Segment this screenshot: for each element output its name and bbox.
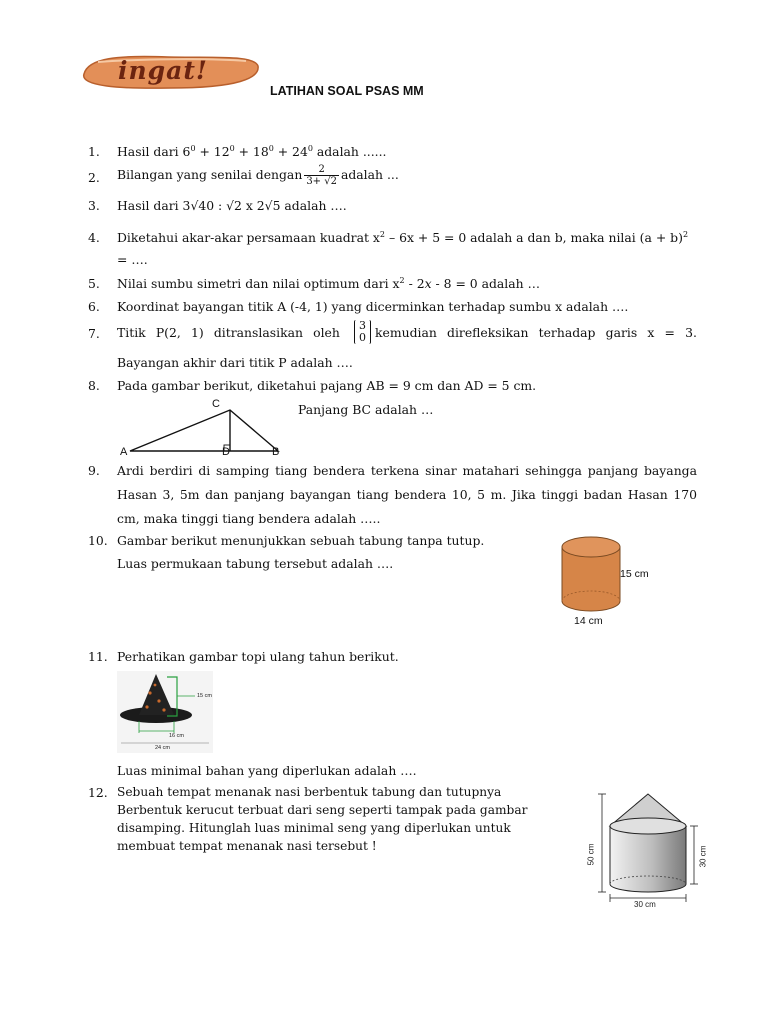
q7-text: Titik P(2, 1) ditranslasikan oleh 3 0 kemudian direfleksikan terhadap garis x = 3. bbox=[117, 319, 697, 344]
q12-text-line3: disamping. Hitunglah luas minimal seng yang diperlukan untuk bbox=[117, 821, 511, 835]
q10-text: Gambar berikut menunjukkan sebuah tabung tanpa tutup. bbox=[117, 533, 485, 548]
label-a: A bbox=[120, 446, 128, 458]
q10-number: 10. bbox=[88, 533, 108, 548]
logo-text: ingat! bbox=[118, 56, 208, 85]
rice-cooker-figure bbox=[588, 790, 718, 916]
q7-translation-vector: 3 0 bbox=[354, 320, 371, 344]
q7-number: 7. bbox=[88, 326, 100, 341]
hat-height-label: 15 cm bbox=[197, 693, 212, 699]
q9-text-line1: Ardi berdiri di samping tiang bendera terkena sinar matahari sehingga panjang bayanga bbox=[117, 463, 697, 478]
q9-text-line2: Hasan 3, 5m dan panjang bayangan tiang bendera 10, 5 m. Jika tinggi badan Hasan 170 bbox=[117, 487, 697, 502]
q4-text-line2: = …. bbox=[117, 252, 148, 267]
q8-number: 8. bbox=[88, 378, 100, 393]
open-cylinder-figure bbox=[556, 533, 666, 633]
q12-text-line4: membuat tempat menanak nasi tersebut ! bbox=[117, 839, 377, 853]
q11-number: 11. bbox=[88, 649, 108, 664]
diameter-label-12: 30 cm bbox=[634, 900, 656, 909]
q8-question: Panjang BC adalah … bbox=[298, 402, 434, 417]
q10-text-line2: Luas permukaan tabung tersebut adalah …. bbox=[117, 556, 394, 571]
q11-text: Perhatikan gambar topi ulang tahun berikut. bbox=[117, 649, 399, 664]
total-height-label: 50 cm bbox=[586, 843, 596, 866]
q4-number: 4. bbox=[88, 230, 100, 245]
cylinder-height-label-12: 30 cm bbox=[698, 845, 708, 868]
q8-text: Pada gambar berikut, diketahui pajang AB = 9 cm dan AD = 5 cm. bbox=[117, 378, 537, 393]
q3-text: Hasil dari 3√40 : √2 x 2√5 adalah …. bbox=[117, 198, 347, 213]
label-b: B bbox=[272, 446, 280, 458]
q1-text: Hasil dari $6^0 + 12^0 + 18^0 + 24^0$ adalah ...... bbox=[117, 144, 387, 160]
page-title: LATIHAN SOAL PSAS MM bbox=[270, 84, 424, 98]
q5-number: 5. bbox=[88, 276, 100, 291]
ingat-logo bbox=[78, 52, 260, 92]
q9-number: 9. bbox=[88, 463, 100, 478]
q12-text-line1: Sebuah tempat menanak nasi berbentuk tabung dan tutupnya bbox=[117, 785, 502, 799]
q6-text: Koordinat bayangan titik A (-4, 1) yang dicerminkan terhadap sumbu x adalah …. bbox=[117, 299, 629, 314]
q5-text: Nilai sumbu simetri dan nilai optimum dari $x^2$ - 2𝑥 - 8 = 0 adalah … bbox=[117, 276, 540, 292]
q3-number: 3. bbox=[88, 198, 100, 213]
q9-text-line3: cm, maka tinggi tiang bendera adalah ….. bbox=[117, 511, 381, 526]
label-d: D bbox=[222, 446, 230, 458]
label-c: C bbox=[212, 398, 220, 410]
q4-text: Diketahui akar-akar persamaan kuadrat $x^2 - 6x + 5 = 0$ adalah a dan b, maka nilai $(a + b)^2$ bbox=[117, 230, 689, 246]
party-hat-figure bbox=[117, 671, 213, 753]
q12-text-line2: Berbentuk kerucut terbuat dari seng seperti tampak pada gambar bbox=[117, 803, 528, 817]
q11-text-line2: Luas minimal bahan yang diperlukan adalah …. bbox=[117, 763, 417, 778]
cylinder-diameter-label: 14 cm bbox=[574, 615, 603, 627]
q2-fraction: $\frac{2}{3+ √2}$ bbox=[306, 164, 337, 187]
cylinder-height-label: 15 cm bbox=[620, 568, 649, 580]
q7-text-line2: Bayangan akhir dari titik P adalah …. bbox=[117, 355, 353, 370]
triangle-figure bbox=[118, 400, 288, 462]
q2-text: Bilangan yang senilai dengan $\frac{2}{3+ √2}$ adalah ... bbox=[117, 164, 399, 187]
q2-number: 2. bbox=[88, 170, 100, 185]
q12-number: 12. bbox=[88, 785, 108, 800]
hat-brim-diameter-label: 24 cm bbox=[155, 745, 170, 751]
q1-number: 1. bbox=[88, 144, 100, 159]
q6-number: 6. bbox=[88, 299, 100, 314]
hat-cone-diameter-label: 16 cm bbox=[169, 733, 184, 739]
